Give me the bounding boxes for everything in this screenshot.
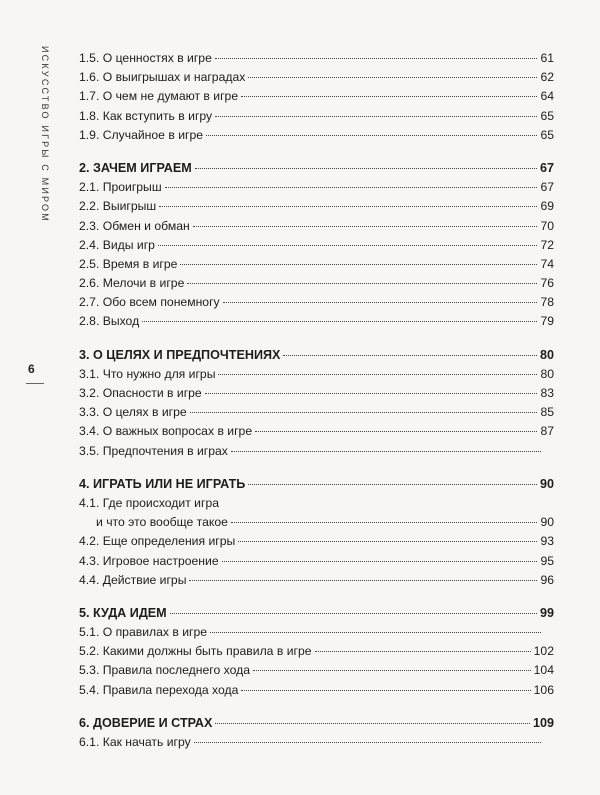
dot-leader [195,168,537,169]
toc-entry-page: 90 [540,515,554,530]
toc-entry-page: 104 [533,663,554,678]
running-title: ИСКУССТВО ИГРЫ С МИРОМ [40,46,50,223]
toc-entry-label: 4.1. Где происходит игра [79,495,219,510]
toc-entry [79,274,554,293]
toc-entry [79,365,554,384]
toc-entry [79,442,554,461]
toc-entry [79,513,554,532]
toc-entry-label: 3.4. О важных вопросах в игре [79,424,253,439]
dot-leader [170,613,537,614]
dot-leader [231,522,538,523]
toc-entry [79,68,554,87]
dot-leader [159,206,537,207]
toc-entry-page: 69 [540,199,554,214]
toc-entry-page: 96 [540,572,554,587]
toc-entry-page: 72 [540,237,554,252]
toc-section [79,49,554,145]
dot-leader [215,116,537,117]
dot-leader [187,283,537,284]
toc-section [79,604,554,700]
toc-entry-label: 1.6. О выигрышах и наградах [79,70,246,85]
dot-leader [158,245,537,246]
dot-leader [206,135,537,136]
toc-entry-page: 109 [532,715,554,730]
toc-entry-page: 106 [533,682,554,697]
toc-entry-page: 78 [540,295,554,310]
toc-entry [79,312,554,331]
toc-entry [79,494,554,513]
toc-chapter-heading [79,714,554,733]
dot-leader [142,321,537,322]
toc-entry-label: 4.2. Еще определения игры [79,534,236,549]
toc-entry-label: 2.8. Выход [79,314,140,329]
toc-entry [79,107,554,126]
toc-entry-label: 1.5. О ценностях в игре [79,51,212,65]
toc-entry [79,661,554,680]
toc-entry-label: 5. КУДА ИДЕМ [79,605,167,620]
toc-entry [79,49,554,68]
toc-entry-page: 79 [540,314,554,329]
toc-entry [79,384,554,403]
page-margin [0,0,58,795]
toc-entry-page: 95 [540,553,554,568]
dot-leader [255,431,537,432]
dot-leader [194,742,541,743]
toc-section [79,346,554,461]
toc-entry [79,623,554,642]
dot-leader [315,651,531,652]
toc-entry-page: 87 [540,424,554,439]
toc-entry-label: 4. ИГРАТЬ ИЛИ НЕ ИГРАТЬ [79,476,246,491]
toc-entry-label: 5.1. О правилах в игре [79,625,208,640]
dot-leader [190,412,538,413]
dot-leader [165,187,538,188]
dot-leader [248,77,537,78]
dot-leader [241,96,537,97]
toc-entry-label: 3.2. Опасности в игре [79,386,202,400]
toc-entry [79,87,554,106]
toc-entry [79,681,554,700]
toc-chapter-heading [79,604,554,623]
toc-entry-page: 80 [540,366,554,381]
dot-leader [189,580,537,581]
toc-entry [79,532,554,551]
toc-entry-page: 70 [540,218,554,233]
toc-entry-label: 6. ДОВЕРИЕ И СТРАХ [79,715,213,730]
toc-section [79,159,554,332]
toc-entry-label: 6.1. Как начать игру [79,735,191,749]
toc-entry-label: 3. О ЦЕЛЯХ И ПРЕДПОЧТЕНИЯХ [79,347,281,362]
toc-entry-page: 67 [540,180,554,195]
toc-entry-label: 2. ЗАЧЕМ ИГРАЕМ [79,160,192,175]
dot-leader [223,302,538,303]
toc-entry-label: 3.5. Предпочтения в играх [79,443,228,458]
toc-entry-page: 76 [540,276,554,291]
toc-entry-page: 85 [540,405,554,420]
toc-entry-label: 1.8. Как вступить в игру [79,108,213,123]
dot-leader [210,632,541,633]
toc-entry-page: 102 [533,644,554,659]
toc-section [79,714,554,752]
toc-entry-label: 4.4. Действие игры [79,572,187,587]
toc-entry [79,178,554,197]
toc-chapter-heading [79,159,554,178]
dot-leader [215,723,530,724]
toc-entry [79,552,554,571]
toc-entry [79,642,554,661]
toc-entry-label: 1.7. О чем не думают в игре [79,89,239,104]
dot-leader [238,541,537,542]
dot-leader [231,451,541,452]
page-number-rule [26,383,44,384]
toc-entry [79,403,554,422]
toc-entry [79,422,554,441]
toc-entry-label: 1.9. Случайное в игре [79,127,203,142]
toc-entry-page: 65 [540,127,554,142]
toc-entry-label: 5.3. Правила последнего хода [79,663,250,678]
toc-entry-label: и что это вообще такое [96,515,228,530]
toc-entry [79,293,554,312]
toc-entry-label: 2.4. Виды игр [79,237,155,252]
toc-entry-page: 99 [539,605,554,620]
toc-section [79,475,554,590]
toc-chapter-heading [79,346,554,365]
toc-entry-page: 83 [540,386,554,400]
toc-entry-page: 74 [540,256,554,271]
toc-entry-page: 61 [540,51,554,65]
table-of-contents [79,49,554,766]
dot-leader [241,690,530,691]
dot-leader [193,226,538,227]
dot-leader [222,561,538,562]
toc-entry-label: 3.1. Что нужно для игры [79,366,216,381]
toc-entry-label: 4.3. Игровое настроение [79,553,219,568]
toc-entry-label: 2.1. Проигрыш [79,180,162,195]
toc-entry-page: 64 [540,89,554,104]
toc-entry-page: 62 [540,70,554,85]
toc-entry-label: 2.7. Обо всем понемногу [79,295,220,310]
toc-entry-label: 5.4. Правила перехода хода [79,682,239,697]
toc-entry [79,126,554,145]
dot-leader [218,374,537,375]
dot-leader [215,58,538,59]
dot-leader [180,264,537,265]
toc-entry-label: 2.2. Выигрыш [79,199,157,214]
toc-entry-page: 65 [540,108,554,123]
toc-entry-page: 93 [540,534,554,549]
toc-entry-page: 67 [539,160,554,175]
toc-entry [79,255,554,274]
toc-entry-label: 2.3. Обмен и обман [79,218,190,233]
dot-leader [248,484,537,485]
toc-entry-label: 2.6. Мелочи в игре [79,276,185,291]
toc-entry-page: 90 [539,476,554,491]
toc-entry-label: 5.2. Какими должны быть правила в игре [79,644,312,659]
toc-entry-label: 2.5. Время в игре [79,256,178,271]
toc-entry [79,197,554,216]
toc-chapter-heading [79,475,554,494]
toc-entry [79,571,554,590]
dot-leader [205,393,538,394]
dot-leader [283,355,537,356]
toc-entry [79,733,554,752]
toc-entry [79,217,554,236]
page-number: 6 [28,362,35,376]
toc-entry-page: 80 [539,347,554,362]
toc-entry [79,236,554,255]
toc-entry-label: 3.3. О целях в игре [79,405,187,420]
dot-leader [253,670,531,671]
